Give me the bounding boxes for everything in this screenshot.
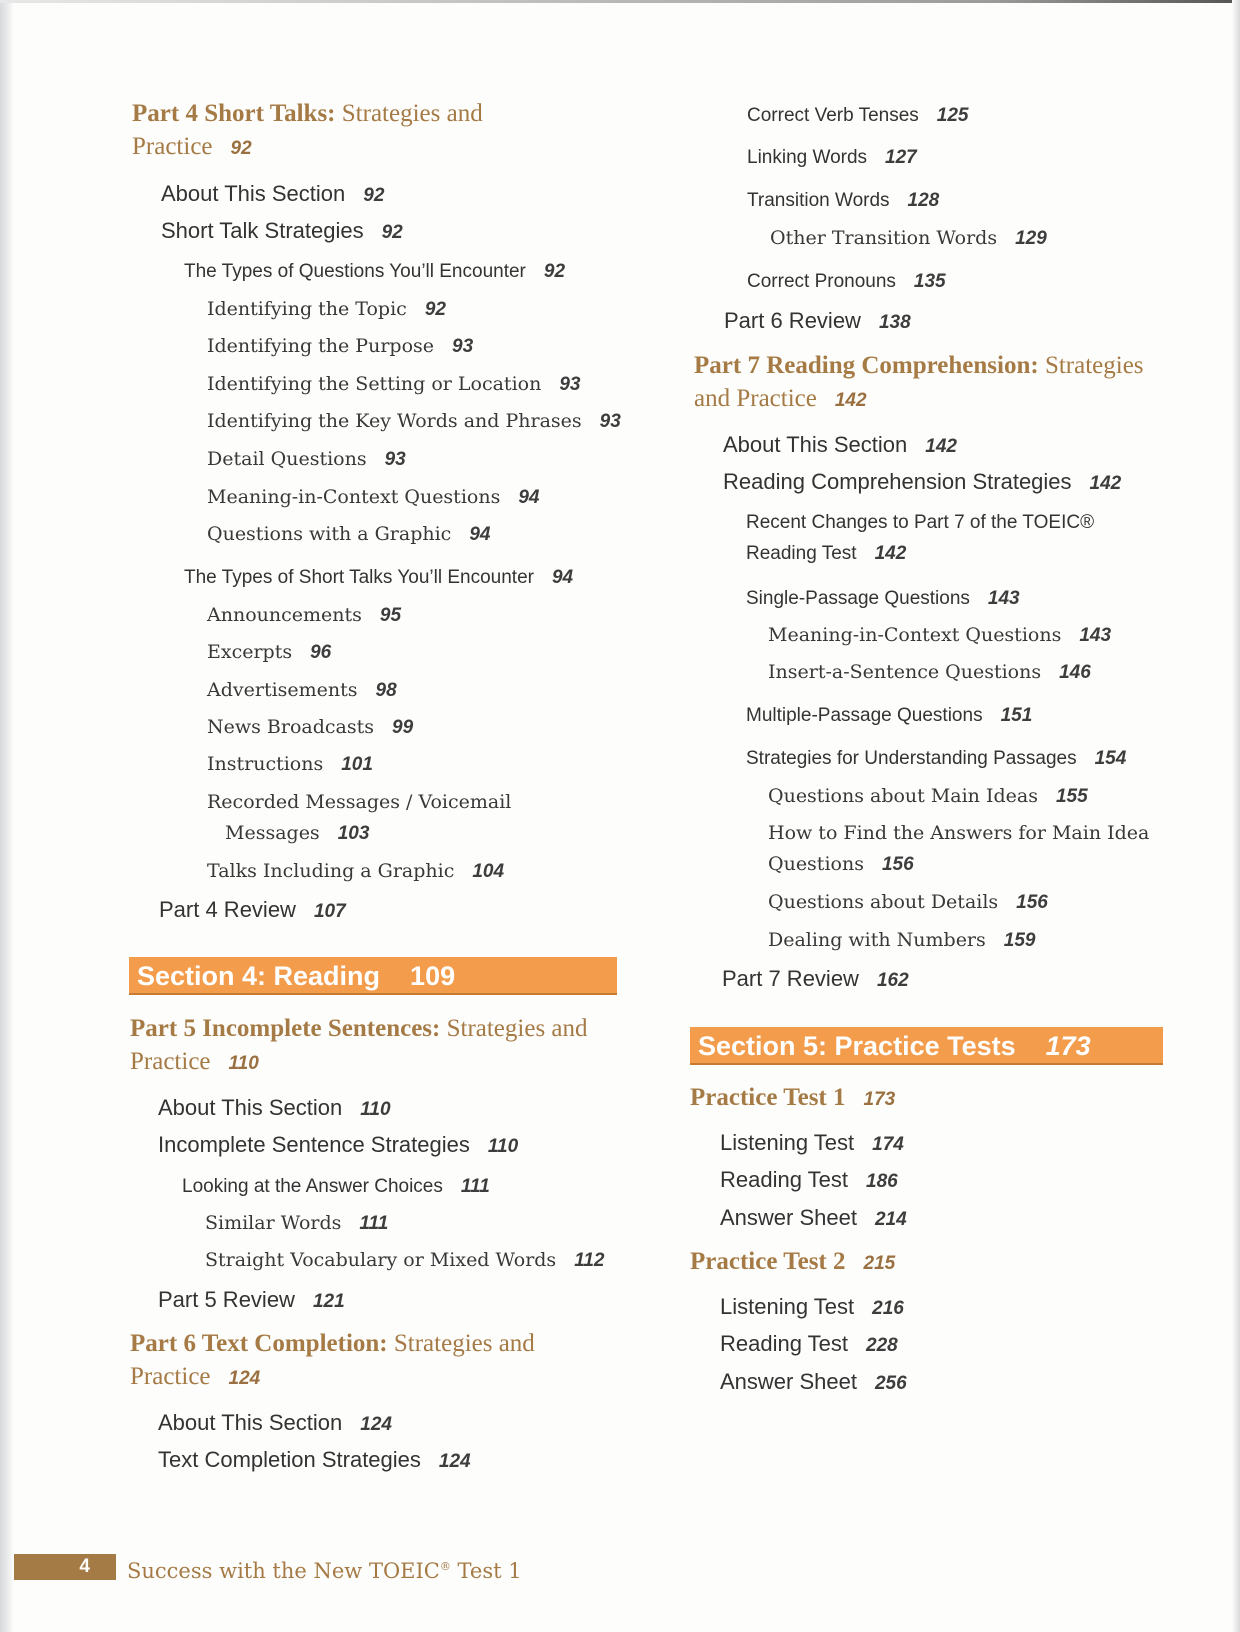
page-edge-left	[0, 0, 14, 1632]
toc-practice-test-1[interactable]: Practice Test 1 173	[690, 1084, 896, 1111]
toc-entry[interactable]: Text Completion Strategies 124	[158, 1447, 471, 1472]
page-edge-top	[0, 0, 1240, 3]
toc-part6-heading[interactable]: Part 6 Text Completion: Strategies and Practice 124	[130, 1330, 535, 1390]
toc-entry[interactable]: Answer Sheet 214	[720, 1205, 907, 1230]
toc-part5-heading[interactable]: Part 5 Incomplete Sentences: Strategies and Practice 110	[130, 1015, 588, 1075]
toc-entry[interactable]: Looking at the Answer Choices 111	[182, 1176, 490, 1197]
toc-entry[interactable]: Transition Words 128	[747, 190, 940, 211]
toc-entry[interactable]: Part 4 Review 107	[159, 897, 346, 922]
toc-entry[interactable]: Excerpts 96	[207, 641, 332, 663]
toc-entry[interactable]: About This Section 142	[723, 432, 957, 457]
toc-entry[interactable]: Part 6 Review 138	[724, 308, 911, 333]
toc-entry[interactable]: The Types of Questions You’ll Encounter 92	[184, 261, 566, 282]
toc-entry[interactable]: Linking Words 127	[747, 147, 917, 168]
toc-entry[interactable]: About This Section 110	[158, 1095, 391, 1120]
toc-entry[interactable]: Single-Passage Questions 143	[746, 588, 1020, 609]
toc-entry[interactable]: Meaning-in-Context Questions 143	[768, 624, 1112, 646]
section-4-header[interactable]: Section 4: Reading 109	[129, 957, 617, 995]
toc-entry[interactable]: Reading Test 186	[720, 1167, 898, 1192]
toc-entry[interactable]: News Broadcasts 99	[207, 716, 414, 738]
toc-entry[interactable]: Instructions 101	[207, 753, 373, 775]
toc-entry[interactable]: About This Section 124	[158, 1410, 392, 1435]
toc-entry[interactable]: Reading Comprehension Strategies 142	[723, 469, 1122, 494]
page-number: 4	[14, 1554, 116, 1580]
toc-entry[interactable]: Announcements 95	[207, 604, 402, 626]
toc-entry[interactable]: Listening Test 174	[720, 1130, 904, 1155]
toc-entry[interactable]: Straight Vocabulary or Mixed Words 112	[205, 1249, 605, 1271]
toc-entry[interactable]: How to Find the Answers for Main Idea Questions 156	[768, 822, 1150, 875]
toc-entry[interactable]: Detail Questions 93	[207, 448, 406, 470]
toc-entry[interactable]: Short Talk Strategies 92	[161, 218, 403, 243]
toc-entry[interactable]: Identifying the Purpose 93	[207, 335, 474, 357]
toc-entry[interactable]: Questions about Main Ideas 155	[768, 785, 1088, 807]
toc-entry[interactable]: The Types of Short Talks You’ll Encounter 94	[184, 567, 574, 588]
toc-entry[interactable]: Questions about Details 156	[768, 891, 1048, 913]
toc-entry[interactable]: Insert-a-Sentence Questions 146	[768, 661, 1091, 683]
toc-entry[interactable]: Similar Words 111	[205, 1212, 389, 1234]
toc-entry[interactable]: Part 5 Review 121	[158, 1287, 345, 1312]
toc-entry[interactable]: Meaning-in-Context Questions 94	[207, 486, 540, 508]
toc-entry[interactable]: Part 7 Review 162	[722, 966, 909, 991]
toc-entry[interactable]: Advertisements 98	[207, 679, 397, 701]
toc-entry[interactable]: Multiple-Passage Questions 151	[746, 705, 1033, 726]
toc-entry[interactable]: Recorded Messages / Voicemail Messages 103	[207, 791, 512, 844]
toc-entry[interactable]: Talks Including a Graphic 104	[207, 860, 505, 882]
toc-part7-heading[interactable]: Part 7 Reading Comprehension: Strategies and Practice 142	[694, 352, 1144, 412]
book-title-footer: Success with the New TOEIC® Test 1	[127, 1559, 522, 1583]
toc-entry[interactable]: Correct Verb Tenses 125	[747, 105, 969, 126]
toc-entry[interactable]: Incomplete Sentence Strategies 110	[158, 1132, 519, 1157]
section-5-header[interactable]: Section 5: Practice Tests 173	[690, 1027, 1163, 1065]
toc-entry[interactable]: Strategies for Understanding Passages 154	[746, 748, 1127, 769]
toc-entry[interactable]: Identifying the Topic 92	[207, 298, 446, 320]
toc-entry[interactable]: Dealing with Numbers 159	[768, 929, 1036, 951]
toc-entry[interactable]: Correct Pronouns 135	[747, 271, 946, 292]
toc-practice-test-2[interactable]: Practice Test 2 215	[690, 1248, 896, 1275]
toc-entry[interactable]: Questions with a Graphic 94	[207, 523, 491, 545]
toc-entry[interactable]: Reading Test 228	[720, 1331, 898, 1356]
toc-entry[interactable]: Identifying the Setting or Location 93	[207, 373, 581, 395]
toc-entry[interactable]: Identifying the Key Words and Phrases 93	[207, 410, 621, 432]
toc-part4-heading[interactable]: Part 4 Short Talks: Strategies and Practice 92	[132, 100, 483, 160]
toc-entry[interactable]: About This Section 92	[161, 181, 385, 206]
toc-entry[interactable]: Other Transition Words 129	[770, 227, 1047, 249]
toc-entry[interactable]: Recent Changes to Part 7 of the TOEIC® Reading Test 142	[746, 512, 1095, 564]
page-edge-right	[1232, 0, 1240, 1632]
toc-entry[interactable]: Listening Test 216	[720, 1294, 904, 1319]
toc-entry[interactable]: Answer Sheet 256	[720, 1369, 907, 1394]
